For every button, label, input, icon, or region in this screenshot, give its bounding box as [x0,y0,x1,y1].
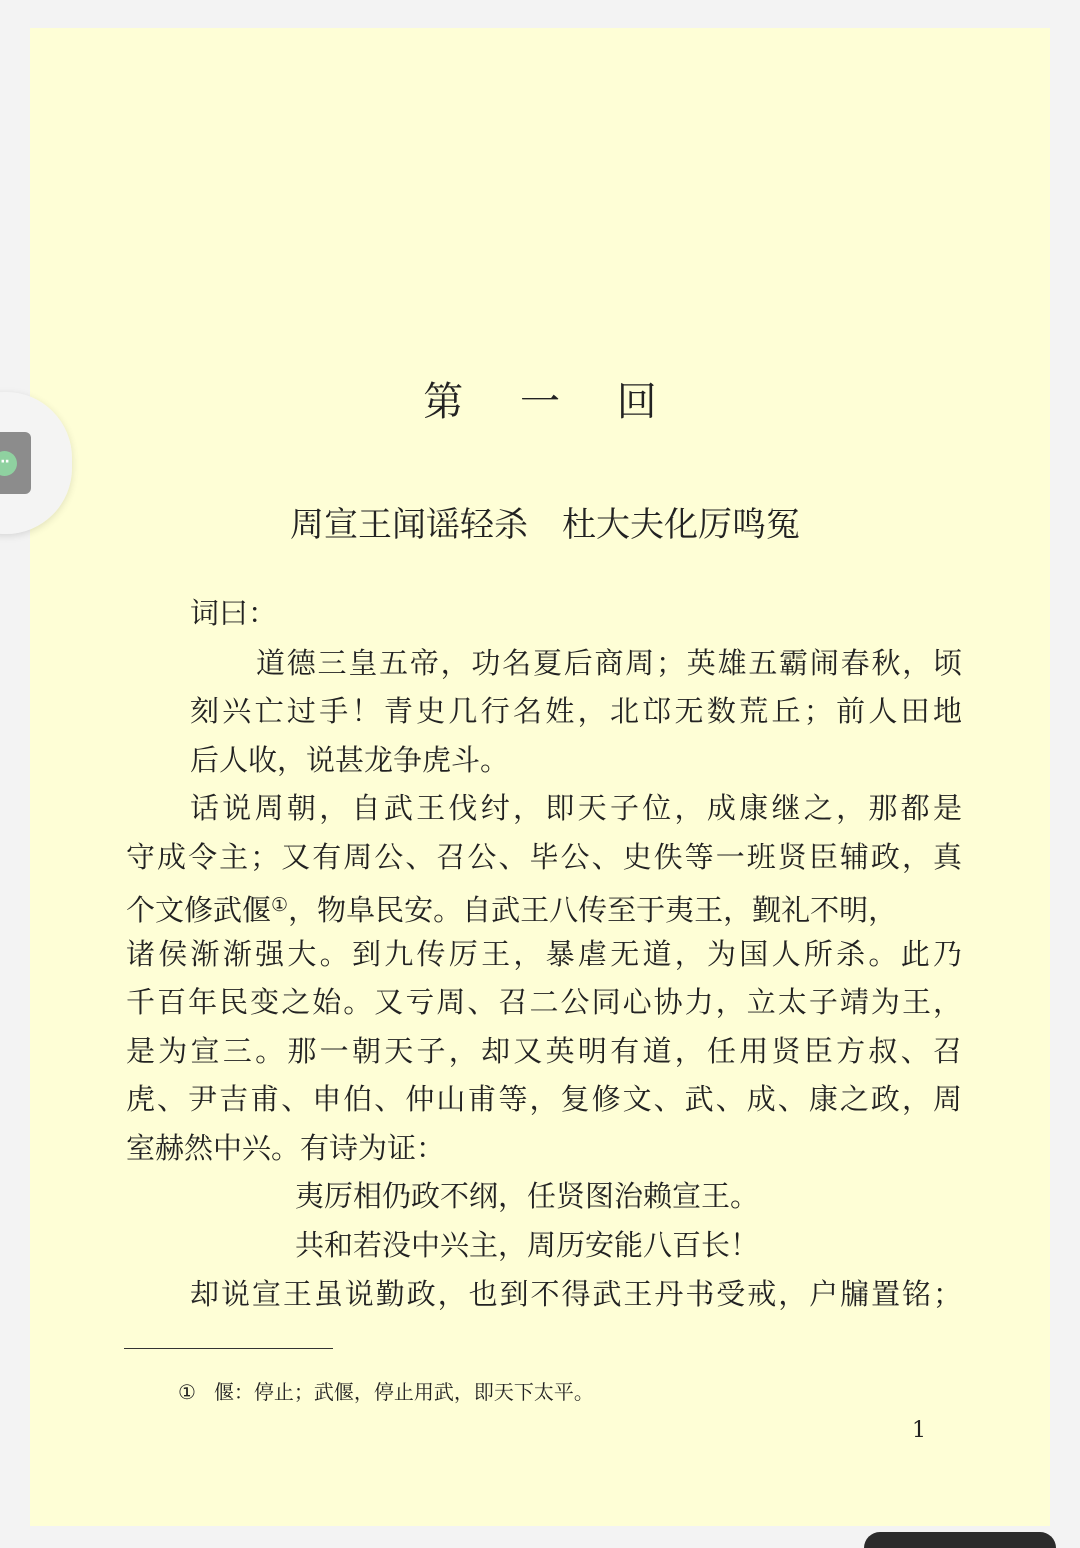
chapter-number-char: 回 [616,379,657,425]
text-line: 虎、尹吉甫、申伯、仲山甫等，复修文、武、成、康之政，周 [126,1082,962,1116]
chapter-number-char: 一 [520,379,560,425]
text-line: 室赫然中兴。有诗为证： [126,1131,446,1165]
text-line: 道德三皇五帝，功名夏后商周；英雄五霸闹春秋，顷 [256,646,962,680]
text-line: 守成令主；又有周公、召公、毕公、史佚等一班贤臣辅政，真 [126,840,962,874]
text-line: 千百年民变之始。又亏周、召二公同心协力，立太子靖为王， [126,985,962,1019]
text-line: 话说周朝，自武王伐纣，即天子位，成康继之，那都是 [190,791,962,825]
chapter-number [0,370,1080,427]
text-line: 词曰： [190,596,278,630]
footnote-divider [124,1348,333,1349]
footnote-text: 偃：停止；武偃，停止用武，即天下太平。 [213,1380,594,1404]
text-line: 诸侯渐渐强大。到九传厉王，暴虐无道，为国人所杀。此乃 [126,937,962,971]
more-dots-icon[interactable]: ·· [0,451,17,476]
poem-line: 共和若没中兴主，周历安能八百长！ [295,1228,760,1262]
text-line: 是为宣三。那一朝天子，却又英明有道，任用贤臣方叔、召 [126,1034,962,1068]
bottom-toolbar-handle[interactable] [864,1532,1056,1548]
footnote-reference[interactable]: ① [271,894,289,916]
chapter-number-char: 第 [423,379,464,425]
text-segment: ，物阜民安。自武王八传至于夷王，觐礼不明， [288,893,898,927]
poem-line: 夷厉相仍政不纲，任贤图治赖宣王。 [295,1179,760,1213]
footnote-marker: ① [178,1380,196,1404]
text-segment: 个文修武偃 [126,893,272,927]
text-line: 却说宣王虽说勤政，也到不得武王丹书受戒，户牖置铭； [190,1277,962,1311]
text-line: 刻兴亡过手！青史几行名姓，北邙无数荒丘；前人田地 [190,694,962,728]
text-line: 后人收，说甚龙争虎斗。 [190,743,510,777]
chapter-title: 周宣王闻谣轻杀 杜大夫化厉鸣冤 [290,505,800,545]
text-line [126,887,897,928]
footnote [178,1376,594,1405]
page-number: 1 [912,1418,926,1443]
